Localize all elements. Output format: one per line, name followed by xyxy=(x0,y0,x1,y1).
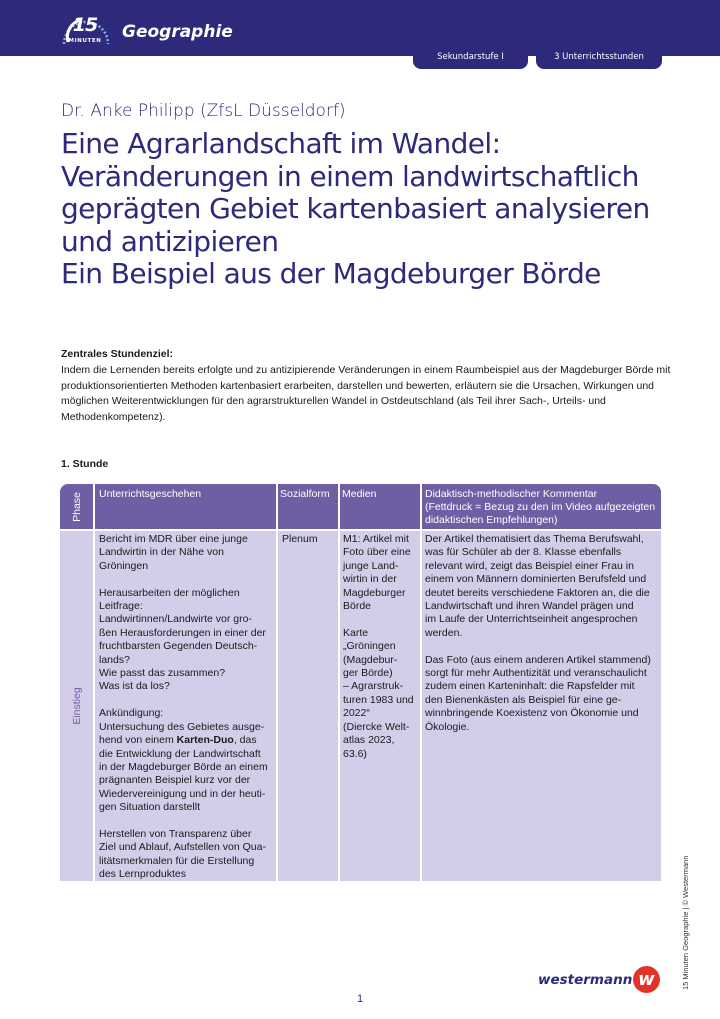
header-sozialform: Sozialform xyxy=(280,488,330,500)
title-line: Veränderungen in einem landwirtschaftlich xyxy=(61,159,639,193)
logo-subtitle: MINUTEN xyxy=(68,38,102,44)
brand-title: Geographie xyxy=(122,22,233,42)
publisher-logo-icon: w xyxy=(633,966,660,993)
page-number: 1 xyxy=(356,993,364,1005)
header-geschehen: Unterrichtsgeschehen xyxy=(99,488,202,500)
logo-number: 15 xyxy=(72,14,98,36)
column-divider xyxy=(276,484,278,881)
fifteen-minutes-logo xyxy=(58,6,118,52)
hour-heading: 1. Stunde xyxy=(61,458,109,470)
publisher-name: westermann xyxy=(538,972,633,988)
level-badge: Sekundarstufe I xyxy=(413,44,528,69)
goal-text: Indem die Lernenden bereits erfolgte und zu antizipierende Veränderungen in einem Raumbeispiel aus der Magdeburger Börde mit produktionsorientierten Methoden kartenbasiert erarbeiten, darstellen und bewerten, erläutern sie die Ursachen, Wirkungen und möglichen Weiterentwicklungen für den agrarstrukturellen Wandel in Ostdeutschland (als Teil ihrer Sach-, Urteils- und Methodenkompetenz). xyxy=(61,364,671,423)
header-kommentar: Didaktisch-methodischer Kommentar (Fettdruck = Bezug zu den im Video aufgezeigten didaktischen Empfehlungen) xyxy=(425,488,656,526)
cell-kommentar: Der Artikel thematisiert das Thema Berufswahl, was für Schüler ab der 8. Klasse ebenfalls relevant wird, zeigt das Beispiel einer Frau in einem von Männern dominierten Berufsfeld und deutet bereits verschiedene Faktoren an, die die Landwirtschaft und ihren Wandel prägen und im Laufe der Unterrichtseinheit angesprochen werden. Das Foto (aus einem anderen Artikel stammend) sorgt für mehr Authentizität und veranschaulicht zudem einen Karteninhalt: die Rapsfelder mit den Bienenkästen als Beispiel für eine ge- winnbringende Koexistenz von Ökonomie und Ökologie. xyxy=(425,533,651,733)
cell-medien: M1: Artikel mit Foto über eine junge Land- wirtin in der Magdeburger Börde Karte „Gröningen (Magdebur- ger Börde) – Agrarstruk- turen 1983 und 2022“ (Diercke Welt- atlas 2023, 63.6) xyxy=(343,533,414,760)
column-divider xyxy=(338,484,340,881)
side-copyright: 15 Minuten Geographie | © Westermann xyxy=(681,855,690,990)
lesson-table xyxy=(60,484,661,881)
column-divider xyxy=(93,484,95,881)
title-line: geprägten Gebiet kartenbasiert analysieren xyxy=(61,192,650,225)
goal-heading: Zentrales Stundenziel: xyxy=(61,348,174,360)
duration-badge: 3 Unterrichtsstunden xyxy=(536,44,662,69)
phase-cell: Einstieg xyxy=(60,530,93,881)
author: Dr. Anke Philipp (ZfsL Düsseldorf) xyxy=(61,101,346,121)
title-line: Ein Beispiel aus der Magdeburger Börde xyxy=(61,257,601,290)
header-medien: Medien xyxy=(342,488,377,500)
column-divider xyxy=(420,484,422,881)
document-title xyxy=(61,128,701,291)
title-line: Eine Agrarlandschaft im Wandel: xyxy=(61,127,501,160)
cell-geschehen: Bericht im MDR über eine junge Landwirtin in der Nähe von Gröningen Herausarbeiten der möglichen Leitfrage: Landwirtinnen/Landwirte vor gro- ßen Herausforderungen in einer der fruchtbarsten Gegenden Deutsch- lands? Wie passt das zusammen? Was ist da los? Ankündigung: Untersuchung des Gebietes ausge- hend von einem Karten-Duo, das die Entwicklung der Landwirtschaft in der Magdeburger Börde an einem prägnanten Beispiel kurz vor der Wiedervereinigung und in der heuti- gen Situation darstellt Herstellen von Transparenz über Ziel und Ablauf, Aufstellen von Qua- litätsmerkmalen für die Erstellung des Lernproduktes xyxy=(99,533,268,881)
cell-sozialform: Plenum xyxy=(282,533,318,545)
title-line: und antizipieren xyxy=(61,224,279,258)
header-phase: Phase xyxy=(70,492,83,522)
row-divider xyxy=(60,529,661,531)
